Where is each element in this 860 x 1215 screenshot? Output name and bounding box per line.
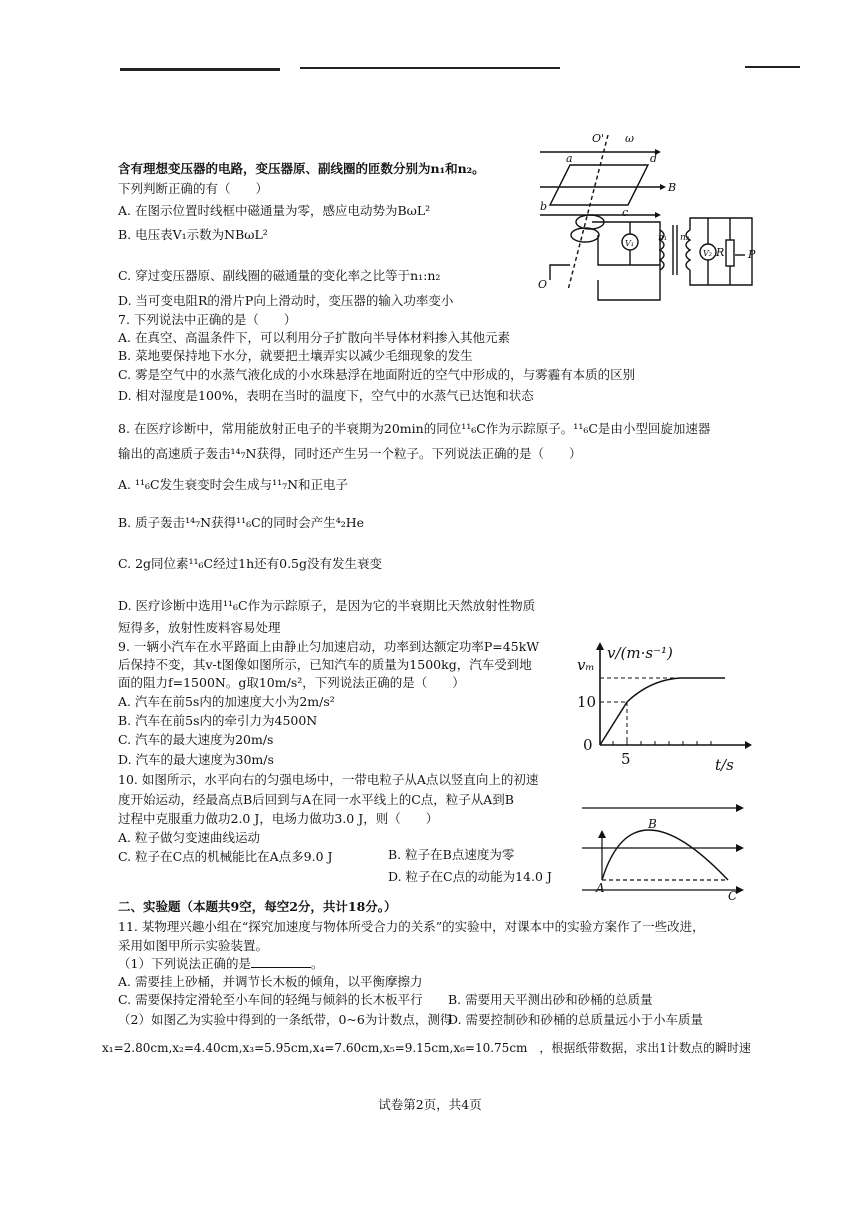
q11-part2: （2）如图乙为实验中得到的一条纸带，0~6为计数点，测得 [118,1012,453,1027]
label-n2: n₂ [680,233,690,243]
t-axis-label: t/s [715,756,734,774]
label-n1: n₁ [658,233,668,243]
q9-stem-1: 9. 一辆小汽车在水平路面上由静止匀加速启动，功率到达额定功率P=45kW [118,639,540,654]
q9-option-b: B. 汽车在前5s内的牵引力为4500N [118,713,318,728]
label-b-field: B [668,181,677,194]
v-axis-label: v/(m·s⁻¹) [607,644,673,662]
q10-option-d: D. 粒子在C点的动能为14.0 J [388,869,552,884]
q10-stem-3: 过程中克服重力做功2.0 J，电场力做功3.0 J，则（ ） [118,811,439,826]
q11-option-c: C. 需要保持定滑轮至小车间的轻绳与倾斜的长木板平行 [118,992,423,1007]
label-p: P [748,248,756,261]
q8-option-c: C. 2g同位素¹¹₆C经过1h还有0.5g没有发生衰变 [118,556,383,571]
top-rule-mid [300,67,560,69]
q9-stem-2: 后保持不变，其v-t图像如图所示，已知汽车的质量为1500kg，汽车受到地 [118,657,532,672]
q8-option-d-2: 短得多，放射性废料容易处理 [118,620,281,635]
q7-option-a: A. 在真空、高温条件下，可以利用分子扩散向半导体材料掺入其他元素 [118,330,510,345]
top-rule-left [120,68,280,71]
q9-option-a: A. 汽车在前5s内的加速度大小为2m/s² [118,694,335,709]
q7-option-b: B. 菜地要保持地下水分，就要把土壤弄实以减少毛细现象的发生 [118,348,473,363]
point-c-label: C [728,889,738,903]
q7-option-c: C. 雾是空气中的水蒸气液化成的小水珠悬浮在地面附近的空气中形成的，与雾霾有本质的区别 [118,367,636,382]
top-rule-right [745,66,800,68]
q7-stem: 7. 下列说法中正确的是（ ） [118,312,297,327]
q8-option-d-1: D. 医疗诊断中选用¹¹₆C作为示踪原子，是因为它的半衰期比天然放射性物质 [118,598,536,613]
section2-title: 二、实验题（本题共9空，每空2分，共计18分。） [118,899,397,914]
q6-option-c: C. 穿过变压器原、副线圈的磁通量的变化率之比等于n₁:n₂ [118,268,441,283]
point-b-label: B [648,817,657,831]
point-a-label: A [596,881,605,895]
q6-stem-1: 含有理想变压器的电路，变压器原、副线圈的匝数分别为n₁和n₂。 [118,161,485,176]
q8-stem-1: 8. 在医疗诊断中，常用能放射正电子的半衰期为20min的同位¹¹₆C作为示踪原子。¹¹₆C是由小型回旋加速器 [118,421,711,436]
tick-5: 5 [621,750,631,768]
wire [550,265,570,280]
tick-10: 10 [577,693,597,711]
vm-label: vₘ [577,656,595,674]
q11-option-a: A. 需要挂上砂桶，并调节长木板的倾角，以平衡摩擦力 [118,974,423,989]
rotation-axis [568,135,608,290]
q7-option-d: D. 相对湿度是100%，表明在当时的温度下，空气中的水蒸气已达饱和状态 [118,388,534,403]
vt-graph [575,640,755,775]
label-omega: ω [625,132,634,145]
q10-option-b: B. 粒子在B点速度为零 [388,847,515,862]
q11-part1-text: （1）下列说法正确的是 [118,956,251,971]
q8-stem-2: 输出的高速质子轰击¹⁴₇N获得，同时还产生另一个粒子。下列说法正确的是（ ） [118,446,582,461]
slip-ring [571,228,599,242]
q6-option-d: D. 当可变电阻R的滑片P向上滑动时，变压器的输入功率变小 [118,293,454,308]
variable-resistor [726,240,734,266]
q11-stem-2: 采用如图甲所示实验装置。 [118,938,269,953]
q9-option-c: C. 汽车的最大速度为20m/s [118,732,274,747]
q8-option-b: B. 质子轰击¹⁴₇N获得¹¹₆C的同时会产生⁴₂He [118,515,365,530]
q10-stem-2: 度开始运动，经最高点B后回到与A在同一水平线上的C点，粒子从A到B [118,792,514,807]
generator-transformer-figure [530,130,770,310]
q11-option-d: D. 需要控制砂和砂桶的总质量远小于小车质量 [448,1012,704,1027]
q8-option-a: A. ¹¹₆C发生衰变时会生成与¹¹₇N和正电子 [118,477,349,492]
q9-stem-3: 面的阻力f=1500N。g取10m/s²，下列说法正确的是（ ） [118,675,465,690]
q10-option-a: A. 粒子做匀变速曲线运动 [118,830,260,845]
acceleration-segment [600,702,627,745]
origin-label: 0 [583,736,593,754]
q10-stem-1: 10. 如图所示，水平向右的匀强电场中，一带电粒子从A点以竖直向上的初速 [118,772,539,787]
q6-option-a: A. 在图示位置时线框中磁通量为零，感应电动势为BωL² [118,203,431,218]
field-trajectory-figure [578,800,748,910]
q6-option-b: B. 电压表V₁示数为NBωL² [118,227,268,242]
q11-data: x₁=2.80cm,x₂=4.40cm,x₃=5.95cm,x₄=7.60cm,x₅=9.15cm,x₆=10.75cm ，根据纸带数据，求出1计数点的瞬时速 [102,1041,752,1055]
page-footer: 试卷第2页，共4页 [378,1097,482,1112]
label-a: a [566,152,573,165]
q11-part1: （1）下列说法正确的是 。 [118,956,324,971]
label-b: b [540,200,548,213]
q6-stem-2: 下列判断正确的有（ ） [118,181,269,196]
label-v2: V₂ [703,249,712,258]
trajectory [602,830,728,880]
label-o: O [538,278,548,291]
power-limited-curve [627,678,725,702]
q10-option-c: C. 粒子在C点的机械能比在A点多9.0 J [118,849,333,864]
label-c: c [622,206,629,219]
q9-option-d: D. 汽车的最大速度为30m/s [118,752,274,767]
label-v1: V₁ [625,239,634,248]
label-d: d [650,152,658,165]
q11-option-b: B. 需要用天平测出砂和砂桶的总质量 [448,992,653,1007]
q11-stem-1: 11. 某物理兴趣小组在“探究加速度与物体所受合力的关系”的实验中，对课本中的实验方案作了一些改进， [118,919,705,934]
label-r: R [716,246,725,259]
label-o1: O' [592,132,605,145]
answer-blank [251,955,311,968]
